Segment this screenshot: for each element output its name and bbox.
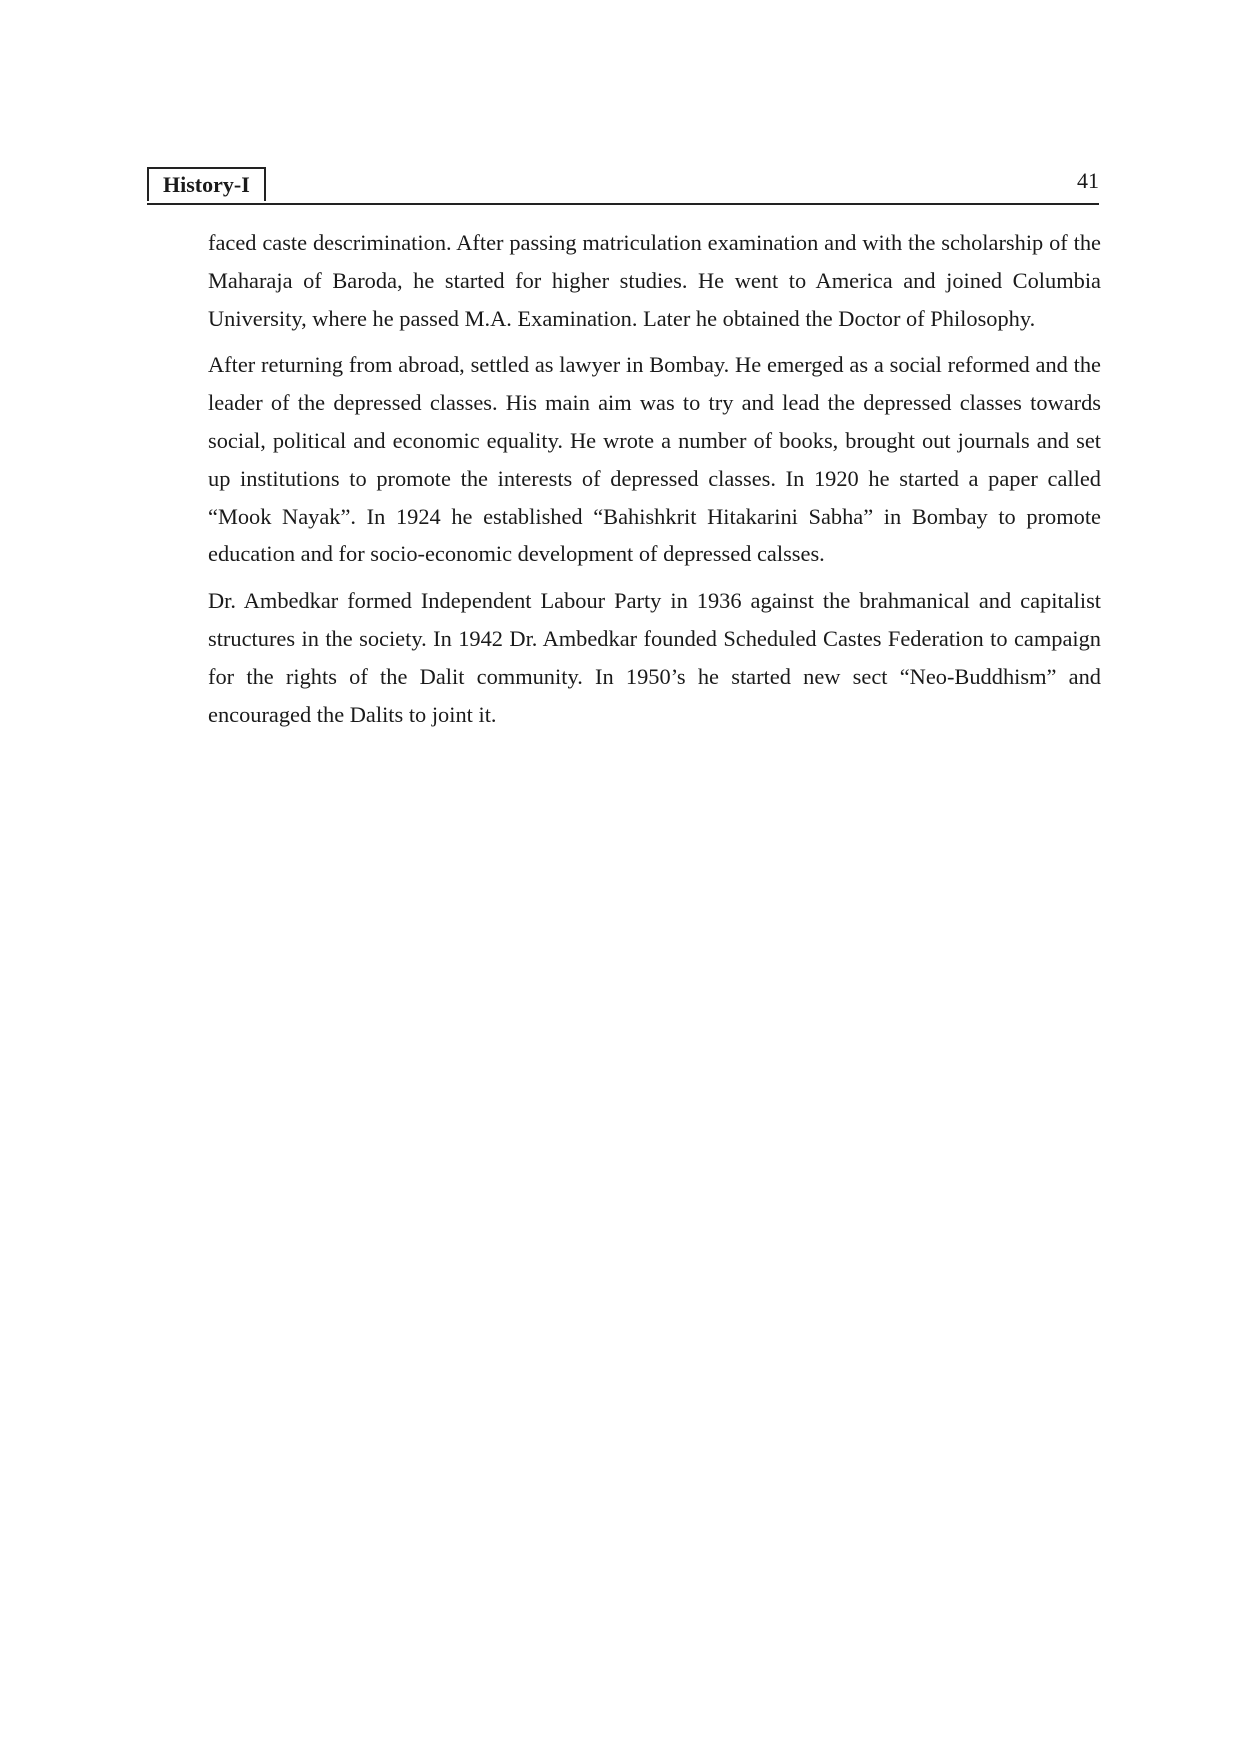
section-label: History-I	[147, 167, 266, 201]
paragraph: Dr. Ambedkar formed Independent Labour Party in 1936 against the brahmanical and capitalist structures in the society. In 1942 Dr. Ambedkar founded Scheduled Castes Federation to campaign for the rights of the Dalit community. In 1950’s he started new sect “Neo-Buddhism” and encouraged the Dalits to joint it.	[208, 588, 1101, 727]
paragraph: After returning from abroad, settled as lawyer in Bombay. He emerged as a social reformed and the leader of the depressed classes. His main aim was to try and lead the depressed classes towards social, political and economic equality. He wrote a number of books, brought out journals and set up institutions to promote the interests of depressed classes. In 1920 he started a paper called “Mook Nayak”. In 1924 he established “Bahishkrit Hitakarini Sabha” in Bombay to promote education and for socio-economic development of depressed calsses.	[208, 352, 1101, 567]
body-text	[208, 224, 1101, 742]
paragraph: faced caste descrimination. After passing matriculation examination and with the scholarship of the Maharaja of Baroda, he started for higher studies. He went to America and joined Columbia University, where he passed M.A. Examination. Later he obtained the Doctor of Philosophy.	[208, 230, 1101, 331]
page-header	[147, 167, 1099, 205]
page-number: 41	[1077, 168, 1099, 193]
